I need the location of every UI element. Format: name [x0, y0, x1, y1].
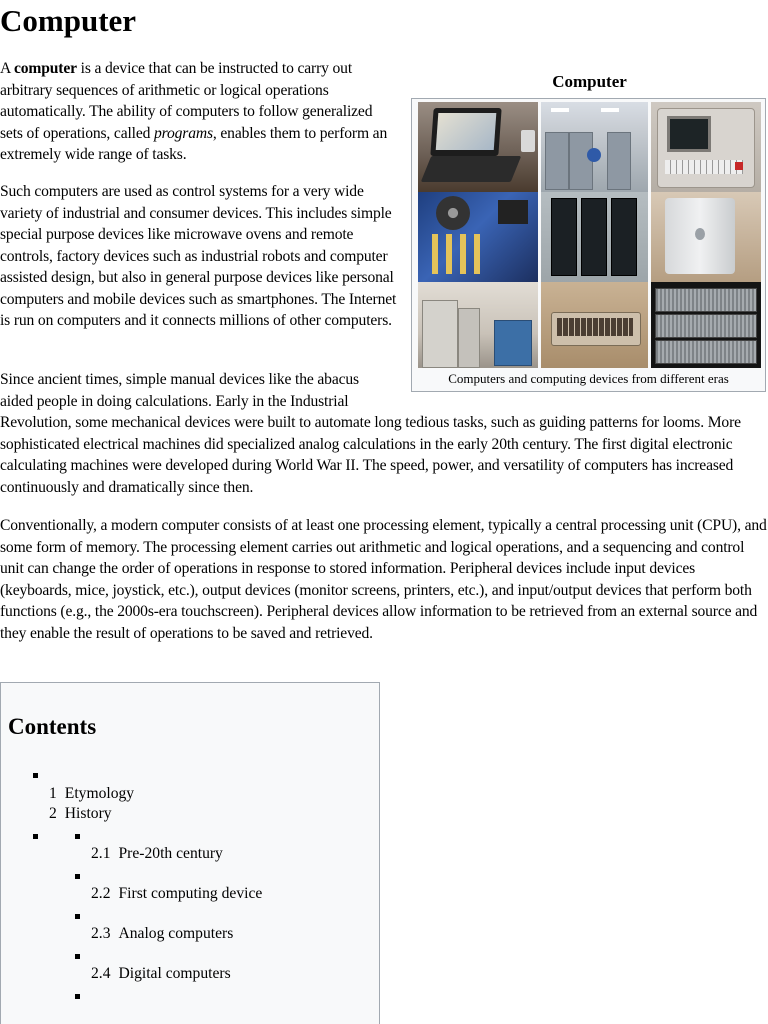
toc-label: Pre-20th century	[118, 845, 223, 862]
supercomputer-image	[541, 192, 648, 282]
toc-label: First computing device	[118, 885, 263, 902]
home-computer-image	[541, 282, 648, 368]
toc-item-digital-computers[interactable]	[91, 964, 231, 984]
terminal-image	[651, 102, 761, 192]
bullet-icon	[75, 834, 80, 839]
toc-number: 2.2	[91, 885, 111, 902]
toc-number: 1	[49, 785, 57, 802]
infobox-title: Computer	[552, 72, 627, 91]
toc-item-history[interactable]	[49, 804, 112, 824]
p1-text-end: , enables them to perform an extremely wide range of tasks.	[0, 124, 388, 163]
term-computer: computer	[14, 60, 77, 77]
infobox-image-collage[interactable]	[418, 102, 761, 368]
toc-item-etymology[interactable]	[49, 784, 134, 804]
bullet-icon	[33, 773, 38, 778]
toc-item-first-computing-device[interactable]	[91, 884, 262, 904]
toc-number: 2.4	[91, 965, 111, 982]
desktop-tower-image	[651, 192, 761, 282]
toc-number: 2	[49, 805, 57, 822]
bullet-icon	[75, 874, 80, 879]
toc-label: Analog computers	[118, 925, 234, 942]
toc-item-analog-computers[interactable]	[91, 924, 233, 944]
toc-number: 2.1	[91, 845, 111, 862]
toc-number: 2.3	[91, 925, 111, 942]
datacenter-image	[541, 102, 648, 192]
p1-text-start: A	[0, 60, 14, 77]
term-programs: programs	[154, 124, 213, 142]
intro-paragraph-4: Conventionally, a modern computer consists of at least one processing element, typically a central processing unit (CPU), and some form of memory. The processing element carries out arithmetic and logical operations, and a sequencing and control unit can change the order of operations in response to stored information. Peripheral devices include input devices (keyboards, mice, joystick, etc.), output devices (monitor screens, printers, etc.), and input/output devices that perform both functions (e.g., the 2000s-era touchscreen). Peripheral devices allow information to be retrieved from an external source and they enable the result of operations to be saved and retrieved.	[0, 517, 767, 642]
intro-paragraph-2: Such computers are used as control systems for a very wide variety of industrial and consumer devices. This includes simple special purpose devices like microwave ovens and remote controls, factory devices such as industrial robots and computer assisted design, but also in general purpose devices like personal computers and mobile devices such as smartphones. The Internet is run on computers and it connects millions of other computers.	[0, 183, 397, 329]
intro-paragraph-1	[0, 58, 398, 166]
page-title: Computer	[0, 3, 137, 38]
mainframe-room-image	[418, 282, 538, 368]
toc-label: History	[64, 805, 112, 822]
infobox-caption: Computers and computing devices from different eras	[448, 371, 729, 386]
bullet-icon	[75, 914, 80, 919]
bullet-icon	[75, 994, 80, 999]
infobox	[411, 98, 766, 392]
toc-label: Etymology	[64, 785, 135, 802]
motherboard-image	[418, 192, 538, 282]
bullet-icon	[33, 834, 38, 839]
server-rack-image	[651, 282, 761, 368]
table-of-contents	[0, 682, 380, 1024]
laptop-image	[418, 102, 538, 192]
intro-paragraph-3: Since ancient times, simple manual devices like the abacus aided people in doing calculations. Early in the Industrial Revolution, some mechanical devices were built to automate long tedious tasks, such as guiding patterns for looms. More sophisticated electrical machines did specialized analog calculations in the early 20th century. The first digital electronic calculating machines were developed during World War II. The speed, power, and versatility of computers has increased continuously and dramatically since then.	[0, 371, 741, 496]
p1-text-mid: is a device that can be instructed to carry out arbitrary sequences of arithmetic or logical operations automatically. The ability of computers to follow generalized sets of operations, called	[0, 60, 373, 142]
toc-title: Contents	[8, 714, 97, 739]
bullet-icon	[75, 954, 80, 959]
toc-item-pre-20th-century[interactable]	[91, 844, 223, 864]
toc-label: Digital computers	[118, 965, 231, 982]
